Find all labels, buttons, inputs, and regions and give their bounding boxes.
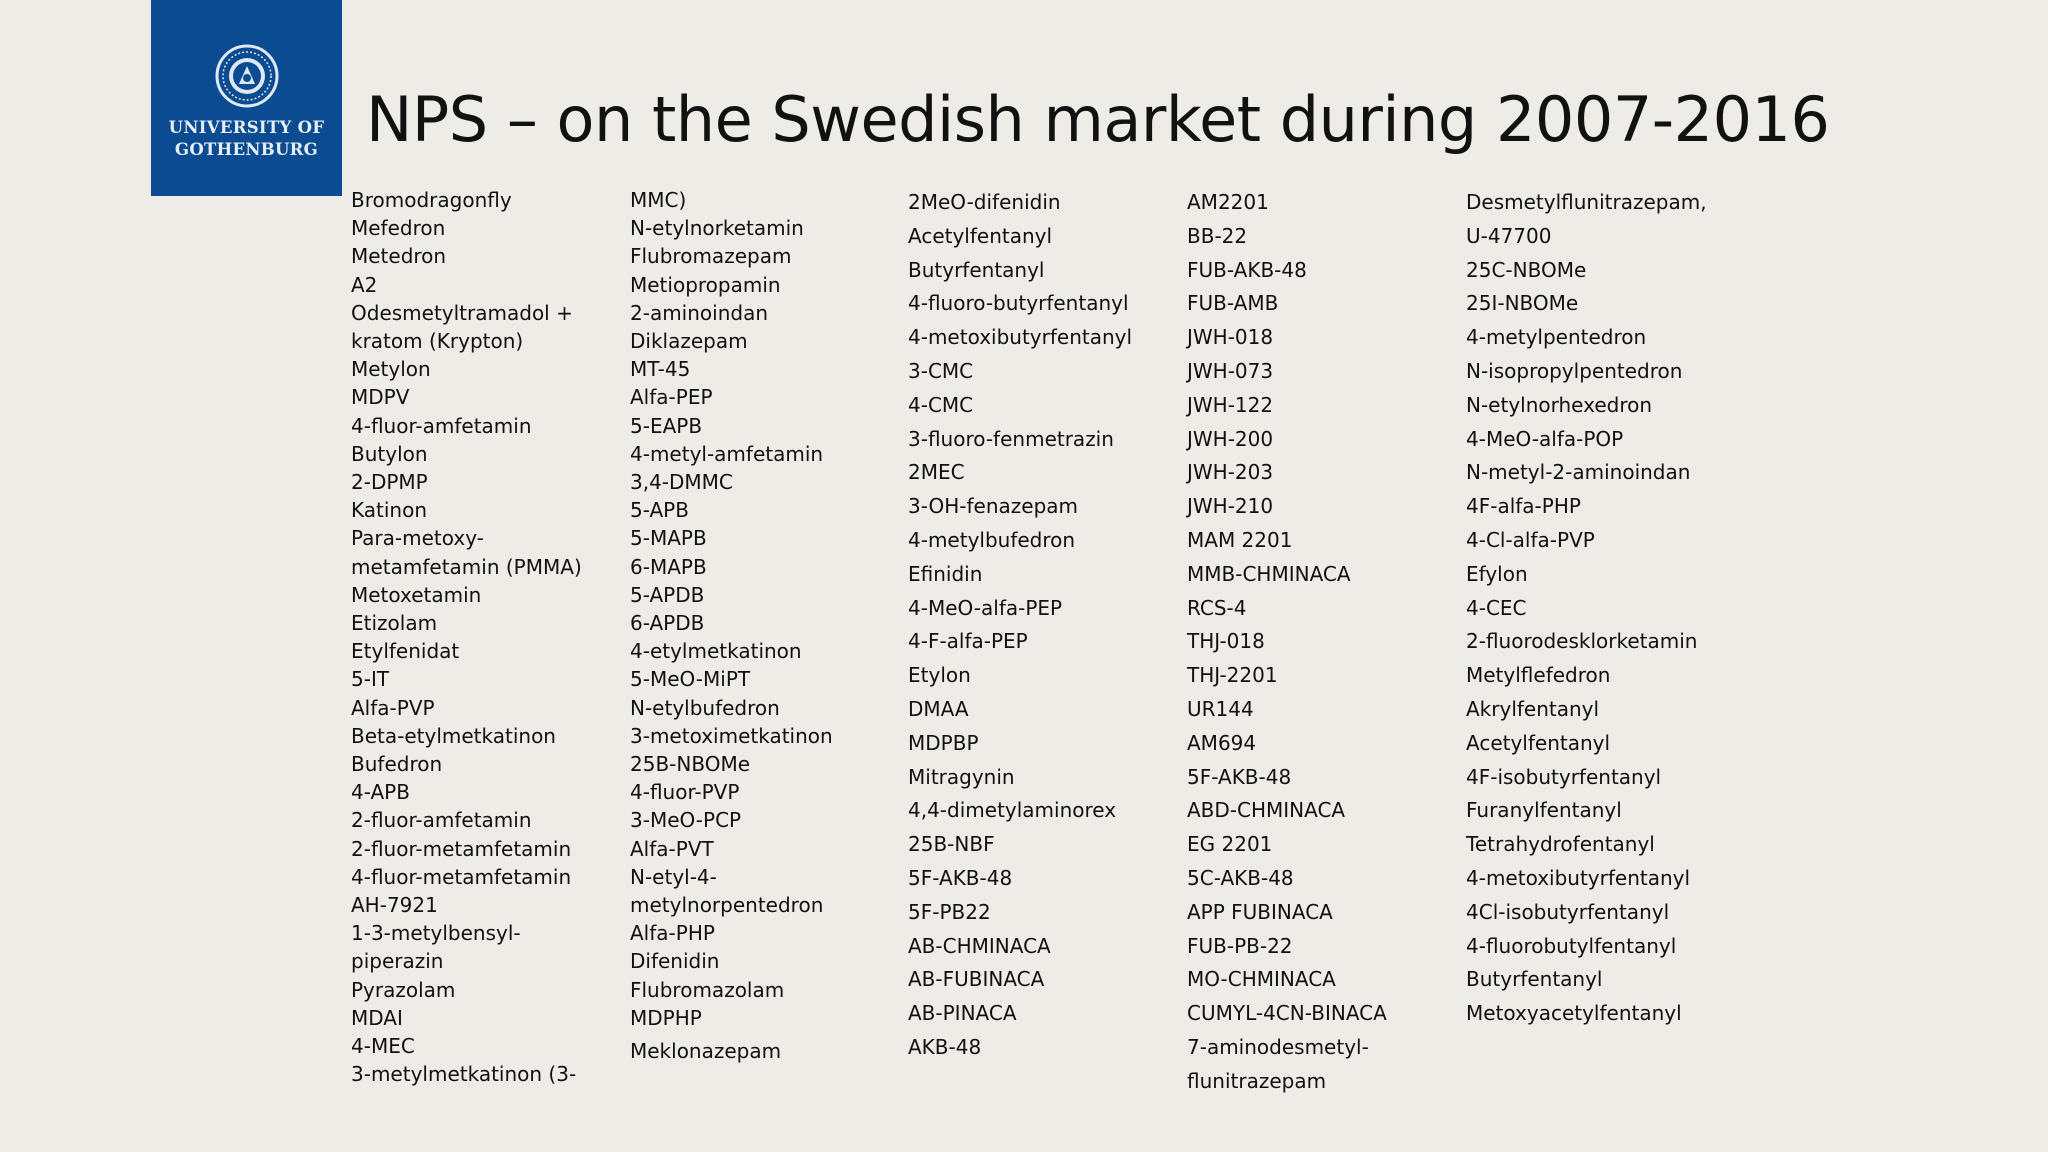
substance-item: 2-DPMP [351,470,428,495]
substance-item: U-47700 [1466,223,1552,248]
substance-item: APP FUBINACA [1187,899,1333,924]
substance-item: 4-metoxibutyrfentanyl [908,325,1133,350]
substance-item: flunitrazepam [1187,1068,1327,1093]
substance-item: Flubromazepam [630,244,792,269]
substance-item: 2MeO-difenidin [908,190,1061,214]
substance-item: Acetylfentanyl [908,223,1053,248]
substance-item: JWH-200 [1187,426,1274,451]
substance-item: Bufedron [351,752,443,777]
substance-item: 6-MAPB [630,554,707,579]
substance-item: 3-MeO-PCP [630,808,742,833]
substance-item: JWH-122 [1187,392,1274,417]
substance-item: Tetrahydrofentanyl [1466,832,1655,857]
substance-item: Pyrazolam [351,977,456,1002]
substance-item: 2-fluor-metamfetamin [351,836,572,861]
substance-item: 5-EAPB [630,413,703,438]
substance-item: Metedron [351,244,447,269]
substance-item: 2MEC [908,460,965,485]
substance-item: Odesmetyltramadol + [351,300,573,325]
substance-item: AB-FUBINACA [908,967,1045,992]
substance-item: 5C-AKB-48 [1187,865,1294,890]
substance-item: 7-aminodesmetyl- [1187,1034,1369,1059]
substance-item: FUB-AMB [1187,291,1279,316]
substance-item: Mitragynin [908,764,1015,789]
substance-item: 25I-NBOMe [1466,291,1579,316]
logo-text-line2: GOTHENBURG [174,140,319,159]
substance-item: Efinidin [908,561,983,586]
substance-item: ABD-CHMINACA [1187,798,1346,823]
substance-item: JWH-018 [1187,325,1274,350]
substance-item: Para-metoxy- [351,526,484,551]
substance-item: 4F-isobutyrfentanyl [1466,764,1662,789]
substance-item: FUB-PB-22 [1187,933,1293,958]
substance-item: BB-22 [1187,223,1248,248]
substance-item: piperazin [351,949,444,974]
substance-item: 1-3-metylbensyl- [351,921,521,946]
substance-item: N-etylbufedron [630,695,780,720]
substance-item: Etizolam [351,611,438,636]
substance-item: JWH-210 [1187,494,1274,519]
substance-item: Metoxyacetylfentanyl [1466,1001,1682,1026]
substance-item: 4-CMC [908,392,974,417]
substance-item: 4-MeO-alfa-POP [1466,426,1624,451]
substance-column-1 [351,186,582,1089]
substance-item: 25B-NBOMe [630,752,751,777]
substance-item: Acetylfentanyl [1466,730,1611,755]
substance-item: 6-APDB [630,611,705,636]
university-seal-icon [215,44,279,108]
substance-item: 4Cl-isobutyrfentanyl [1466,899,1670,924]
substance-item: Diklazepam [630,329,748,354]
substance-item: 4-metyl-amfetamin [630,441,824,466]
substance-item: 4,4-dimetylaminorex [908,798,1117,823]
substance-item: 3,4-DMMC [630,470,733,495]
substance-item: Meklonazepam [630,1039,782,1064]
substance-item: Metylflefedron [1466,663,1611,688]
substance-column-3 [908,186,1132,1065]
substance-item: Akrylfentanyl [1466,696,1600,721]
substance-item: Etylon [908,663,971,688]
substance-item: 3-metoximetkatinon [630,723,833,748]
substance-item: MDPV [351,385,410,410]
substance-item: 2-fluorodesklorketamin [1466,629,1698,654]
substance-item: 2-aminoindan [630,300,769,325]
substance-item: MAM 2201 [1187,527,1293,552]
substance-item: 3-OH-fenazepam [908,494,1079,519]
substance-item: 4-F-alfa-PEP [908,629,1028,654]
substance-item: EG 2201 [1187,832,1273,857]
substance-item: JWH-073 [1187,358,1274,383]
substance-item: Butylon [351,441,428,466]
substance-item: 4-MEC [351,1034,415,1059]
substance-item: Mefedron [351,216,446,241]
substance-item: AM694 [1187,730,1257,755]
substance-item: Beta-etylmetkatinon [351,723,556,748]
substance-item: 4-CEC [1466,595,1527,620]
substance-item: MT-45 [630,357,691,382]
substance-item: N-metyl-2-aminoindan [1466,460,1691,485]
substance-item: N-etylnorhexedron [1466,392,1653,417]
substance-item: AB-CHMINACA [908,933,1051,958]
substance-item: Flubromazolam [630,977,785,1002]
substance-item: N-isopropylpentedron [1466,358,1683,383]
substance-column-4 [1187,186,1387,1099]
substance-item: 4-metoxibutyrfentanyl [1466,865,1691,890]
substance-item: 4-metylbufedron [908,527,1076,552]
substance-item: 3-CMC [908,358,974,383]
substance-item: N-etylnorketamin [630,216,804,241]
substance-item: Katinon [351,498,428,523]
substance-item: 5F-AKB-48 [1187,764,1292,789]
substance-item: JWH-203 [1187,460,1274,485]
substance-item: Etylfenidat [351,639,460,664]
substance-item: MDPHP [630,1005,702,1030]
substance-item: THJ-2201 [1187,663,1278,688]
substance-item: metylnorpentedron [630,893,824,918]
substance-item: AB-PINACA [908,1001,1017,1026]
substance-item: 5-APDB [630,582,705,607]
substance-item: 5-IT [351,667,390,692]
substance-item: CUMYL-4CN-BINACA [1187,1001,1387,1026]
substance-item: Metiopropamin [630,272,781,297]
substance-item: 5-MAPB [630,526,707,551]
substance-column-5 [1466,186,1707,1031]
university-logo [151,0,342,196]
substance-item: 25B-NBF [908,832,995,857]
substance-item: 5-APB [630,498,689,523]
substance-item: Bromodragonfly [351,188,512,212]
substance-item: 4-fluor-PVP [630,780,740,805]
substance-item: Desmetylflunitrazepam, [1466,190,1707,214]
substance-item: 4-fluorobutylfentanyl [1466,933,1677,958]
page-title: NPS – on the Swedish market during 2007-2016 [366,83,1830,156]
substance-item: A2 [351,272,378,297]
substance-item: 2-fluor-amfetamin [351,808,532,833]
substance-item: metamfetamin (PMMA) [351,554,582,579]
substance-item: N-etyl-4- [630,864,717,889]
substance-item: 4-fluor-metamfetamin [351,864,572,889]
logo-text-line1: UNIVERSITY OF [168,118,325,137]
substance-item: MDAI [351,1005,403,1030]
substance-item: AH-7921 [351,893,438,918]
substance-item: Efylon [1466,561,1528,586]
substance-item: Furanylfentanyl [1466,798,1622,823]
substance-item: MMB-CHMINACA [1187,561,1351,586]
substance-item: MDPBP [908,730,979,755]
substance-item: 4-fluor-amfetamin [351,413,532,438]
substance-item: Metoxetamin [351,582,482,607]
substance-item: DMAA [908,696,969,721]
substance-item: 4-fluoro-butyrfentanyl [908,291,1129,316]
substance-item: 4-metylpentedron [1466,325,1647,350]
substance-item: FUB-AKB-48 [1187,257,1307,282]
substance-item: Alfa-PVT [630,836,714,861]
substance-item: Alfa-PEP [630,385,713,410]
substance-column-2 [630,186,833,1065]
substance-item: RCS-4 [1187,595,1247,620]
substance-item: 5F-PB22 [908,899,991,924]
substance-item: UR144 [1187,696,1254,721]
substance-item: AM2201 [1187,190,1269,214]
substance-item: MMC) [630,188,687,212]
substance-item: MO-CHMINACA [1187,967,1336,992]
substance-item: 4-APB [351,780,410,805]
substance-item: 3-metylmetkatinon (3- [351,1062,577,1087]
substance-item: Metylon [351,357,431,382]
substance-item: 4-MeO-alfa-PEP [908,595,1063,620]
substance-item: 4F-alfa-PHP [1466,494,1581,519]
substance-item: Butyrfentanyl [908,257,1045,282]
substance-item: 5F-AKB-48 [908,865,1013,890]
substance-item: 25C-NBOMe [1466,257,1587,282]
substance-item: Difenidin [630,949,720,974]
substance-item: Alfa-PHP [630,921,715,946]
substance-item: Alfa-PVP [351,695,435,720]
substance-item: 4-etylmetkatinon [630,639,802,664]
substance-item: Butyrfentanyl [1466,967,1603,992]
substance-item: 3-fluoro-fenmetrazin [908,426,1114,451]
substance-item: 4-Cl-alfa-PVP [1466,527,1595,552]
substance-item: 5-MeO-MiPT [630,667,751,692]
substance-item: THJ-018 [1187,629,1265,654]
substance-item: AKB-48 [908,1034,982,1059]
substance-item: kratom (Krypton) [351,329,524,354]
